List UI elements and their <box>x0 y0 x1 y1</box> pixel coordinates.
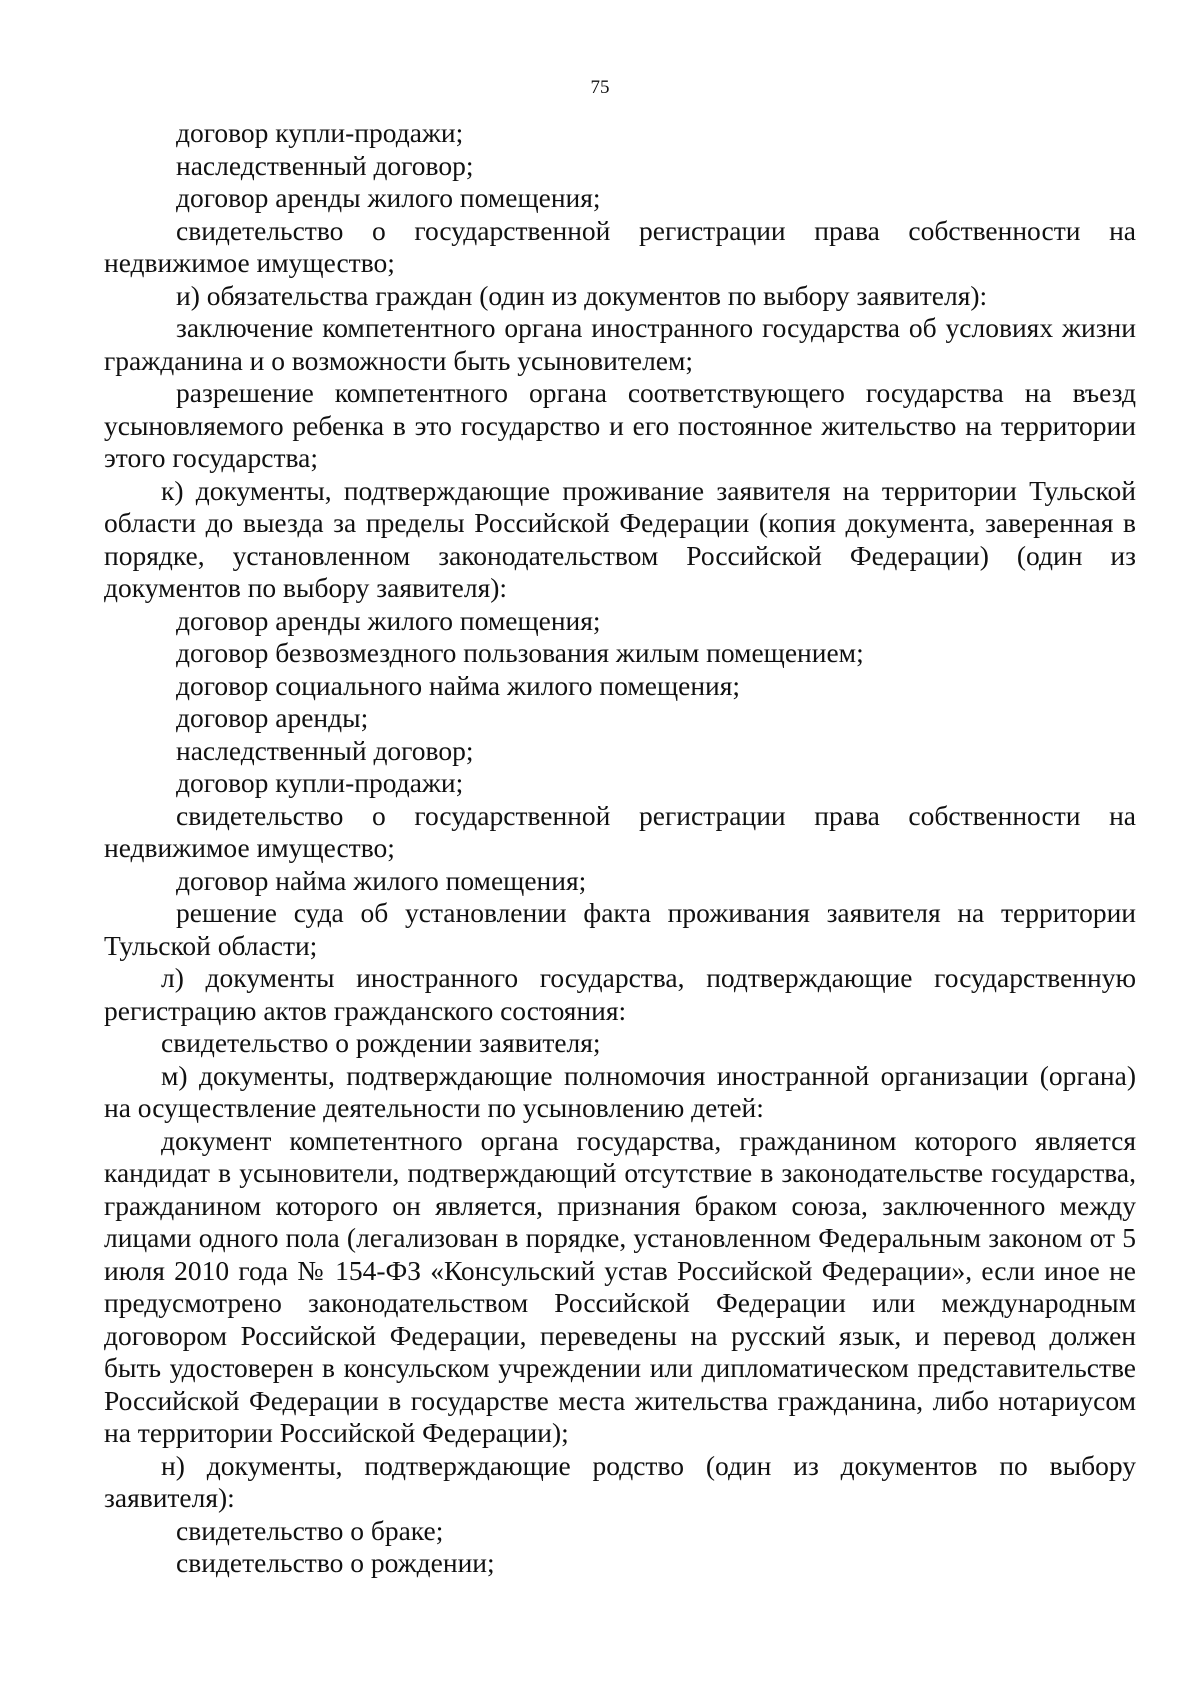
paragraph: свидетельство о рождении; <box>176 1547 495 1578</box>
paragraph: и) обязательства граждан (один из документов по выбору заявителя): <box>176 279 988 311</box>
paragraph: договор найма жилого помещения; <box>176 864 587 896</box>
paragraph: свидетельство о государственной регистрации права собственности на недвижимое имущество; <box>104 214 1136 278</box>
paragraph: наследственный договор; <box>176 149 474 181</box>
paragraph: договор аренды жилого помещения; <box>176 182 601 213</box>
page-number: 75 <box>590 77 610 98</box>
paragraph: свидетельство о рождении заявителя; <box>161 1027 601 1058</box>
paragraph: заключение компетентного органа иностранного государства об условиях жизни гражданина и о возможности быть усыновителем; <box>104 312 1136 376</box>
paragraph: договор аренды жилого помещения; <box>176 604 601 636</box>
paragraph: решение суда об установлении факта проживания заявителя на территории Тульской области; <box>104 897 1136 961</box>
paragraph: л) документы иностранного государства, подтверждающие государственную регистрацию актов гражданского состояния: <box>104 962 1136 1026</box>
paragraph: договор аренды; <box>176 702 369 733</box>
paragraph: документ компетентного органа государства, гражданином которого является кандидат в усыновители, подтверждающий отсутствие в законодательстве государства, гражданином которого он является, признания браком союза, заключенного между лицами одного пола (легализован в порядке, установленном Федеральным законом от 5 июля 2010 года № 154-ФЗ «Консульский устав Российской Федерации», если иное не предусмотрено законодательством Российской Федерации или международным договором Российской Федерации, переведены на русский язык, и перевод должен быть удостоверен в консульском учреждении или дипломатическом представительстве Российской Федерации в государстве места жительства гражданина, либо нотариусом на территории Российской Федерации); <box>104 1124 1136 1448</box>
paragraph: к) документы, подтверждающие проживание заявителя на территории Тульской области до выезда за пределы Российской Федерации (копия документа, заверенная в порядке, установленном законодательством Российской Федерации) (один из документов по выбору заявителя): <box>104 474 1136 603</box>
paragraph: н) документы, подтверждающие родство (один из документов по выбору заявителя): <box>104 1449 1136 1513</box>
paragraph: м) документы, подтверждающие полномочия иностранной организации (органа) на осуществление деятельности по усыновлению детей: <box>104 1059 1136 1123</box>
paragraph: договор безвозмездного пользования жилым помещением; <box>176 637 864 668</box>
paragraph: договор купли-продажи; <box>176 767 464 798</box>
paragraph: разрешение компетентного органа соответствующего государства на въезд усыновляемого ребенка в это государство и его постоянное жительство на территории этого государства; <box>104 377 1136 473</box>
paragraph: свидетельство о государственной регистрации права собственности на недвижимое имущество; <box>104 799 1136 863</box>
paragraph: свидетельство о браке; <box>176 1514 444 1546</box>
paragraph: наследственный договор; <box>176 734 474 766</box>
document-body <box>104 117 1136 1580</box>
paragraph: договор социального найма жилого помещения; <box>176 669 741 701</box>
paragraph: договор купли-продажи; <box>176 117 464 148</box>
